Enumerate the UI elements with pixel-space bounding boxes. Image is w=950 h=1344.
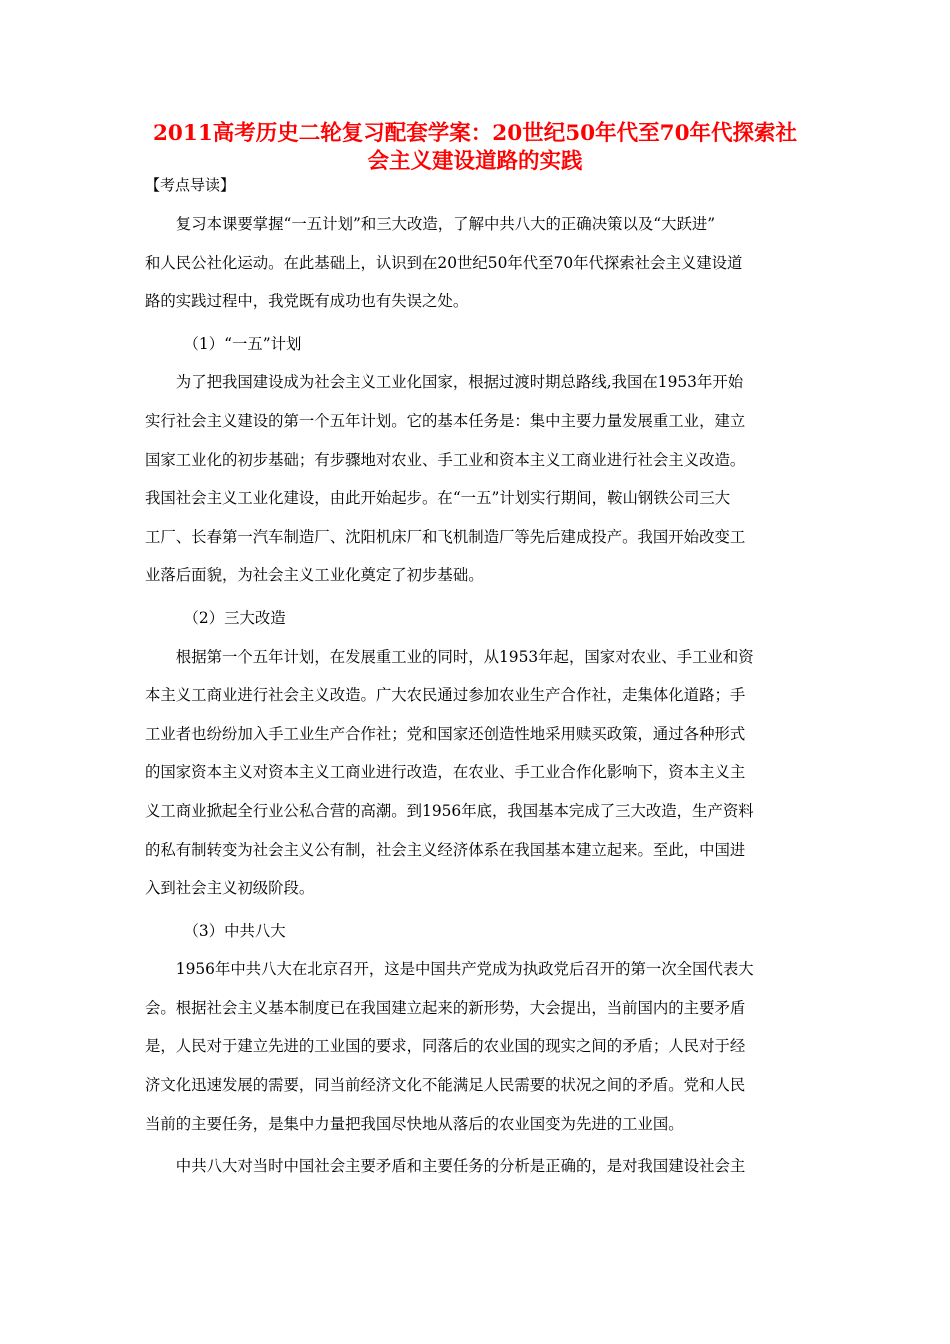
title-line-2: 会主义建设道路的实践 bbox=[367, 149, 583, 174]
text-line: 当前的主要任务，是集中力量把我国尽快地从落后的农业国变为先进的工业国。 bbox=[145, 1114, 684, 1133]
subheading-three-transformations: （2）三大改造 bbox=[183, 608, 286, 627]
text-line: 国家工业化的初步基础；有步骤地对农业、手工业和资本主义工商业进行社会主义改造。 bbox=[145, 450, 746, 469]
text-line: 1956年中共八大在北京召开，这是中国共产党成为执政党后召开的第一次全国代表大 bbox=[175, 960, 754, 979]
intro-paragraph bbox=[145, 205, 805, 321]
paragraph-eighth-congress bbox=[145, 950, 805, 1143]
text-line: 实行社会主义建设的第一个五年计划。它的基本任务是：集中主要力量发展重工业，建立 bbox=[145, 411, 746, 430]
text-line: 工业者也纷纷加入手工业生产合作社；党和国家还创造性地采用赎买政策，通过各种形式 bbox=[145, 724, 746, 743]
paragraph-five-year-plan bbox=[145, 363, 805, 595]
document-title bbox=[120, 120, 830, 176]
text-line: 义工商业掀起全行业公私合营的高潮。到1956年底，我国基本完成了三大改造，生产资料 bbox=[145, 801, 754, 820]
text-line: 根据第一个五年计划，在发展重工业的同时，从1953年起，国家对农业、手工业和资 bbox=[175, 647, 754, 666]
text-line: 复习本课要掌握“一五计划”和三大改造，了解中共八大的正确决策以及“大跃进” bbox=[175, 215, 716, 233]
paragraph-three-transformations bbox=[145, 638, 805, 908]
text-line: 路的实践过程中，我党既有成功也有失误之处。 bbox=[145, 292, 469, 311]
text-line: 会。根据社会主义基本制度已在我国建立起来的新形势，大会提出，当前国内的主要矛盾 bbox=[145, 998, 746, 1017]
text-line: 工厂、长春第一汽车制造厂、沈阳机床厂和飞机制造厂等先后建成投产。我国开始改变工 bbox=[145, 527, 746, 546]
text-line: 是，人民对于建立先进的工业国的要求，同落后的农业国的现实之间的矛盾；人民对于经 bbox=[145, 1037, 746, 1056]
text-line: 济文化迅速发展的需要，同当前经济文化不能满足人民需要的状况之间的矛盾。党和人民 bbox=[145, 1076, 746, 1095]
text-line: 中共八大对当时中国社会主要矛盾和主要任务的分析是正确的，是对我国建设社会主 bbox=[175, 1157, 746, 1176]
text-line: 业落后面貌，为社会主义工业化奠定了初步基础。 bbox=[145, 566, 484, 585]
document-body bbox=[145, 205, 805, 1190]
text-line: 为了把我国建设成为社会主义工业化国家，根据过渡时期总路线,我国在1953年开始 bbox=[175, 373, 744, 392]
text-line: 我国社会主义工业化建设，由此开始起步。在“一五”计划实行期间，鞍山钢铁公司三大 bbox=[145, 489, 731, 508]
paragraph-eighth-congress-analysis bbox=[145, 1147, 805, 1186]
subheading-five-year-plan: （1）“一五”计划 bbox=[183, 334, 302, 353]
section-label: 【考点导读】 bbox=[145, 176, 236, 194]
subheading-eighth-congress: （3）中共八大 bbox=[183, 921, 286, 940]
text-line: 的国家资本主义对资本主义工商业进行改造，在农业、手工业合作化影响下，资本主义主 bbox=[145, 763, 746, 782]
text-line: 本主义工商业进行社会主义改造。广大农民通过参加农业生产合作社，走集体化道路；手 bbox=[145, 686, 746, 705]
text-line: 和人民公社化运动。在此基础上，认识到在20世纪50年代至70年代探索社会主义建设道 bbox=[145, 253, 743, 272]
text-line: 入到社会主义初级阶段。 bbox=[145, 879, 315, 898]
text-line: 的私有制转变为社会主义公有制，社会主义经济体系在我国基本建立起来。至此，中国进 bbox=[145, 840, 746, 859]
title-line-1: 2011高考历史二轮复习配套学案：20世纪50年代至70年代探索社 bbox=[152, 121, 798, 146]
